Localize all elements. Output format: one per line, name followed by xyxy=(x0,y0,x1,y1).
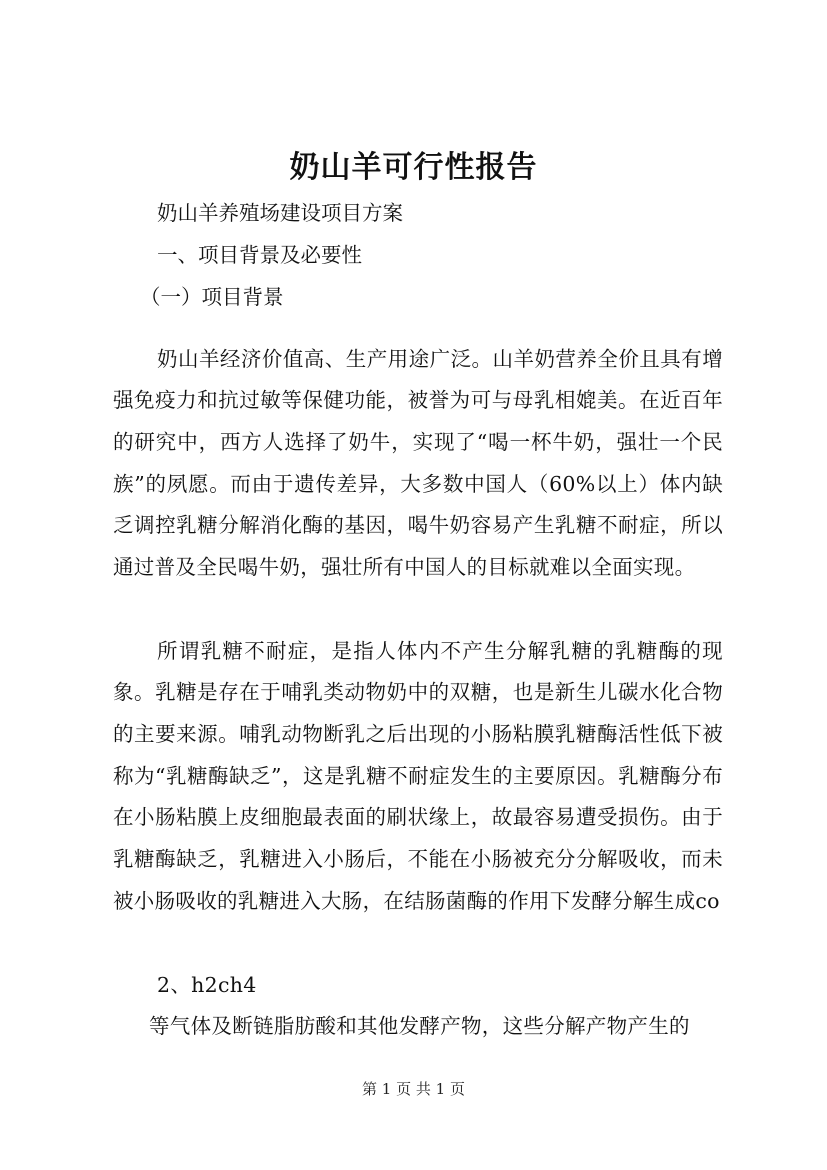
section-heading: 一、项目背景及必要性 xyxy=(157,243,362,267)
paragraph-background: 奶山羊经济价值高、生产用途广泛。山羊奶营养全价且具有增强免疫力和抗过敏等保健功能，被誉为可与母乳相媲美。在近百年的研究中，西方人选择了奶牛，实现了“喝一杯牛奶，强壮一个民族”的夙愿。而由于遗传差异，大多数中国人（60%以上）体内缺乏调控乳糖分解消化酶的基因，喝牛奶容易产生乳糖不耐症，所以通过普及全民喝牛奶，强壮所有中国人的目标就难以全面实现。 xyxy=(113,346,723,580)
document-title: 奶山羊可行性报告 xyxy=(289,150,538,185)
paragraph-gas-formula: 2、h2ch4 xyxy=(157,972,257,997)
page-number-footer: 第 1 页 共 1 页 xyxy=(362,1080,465,1098)
document-subtitle: 奶山羊养殖场建设项目方案 xyxy=(157,201,403,225)
subsection-heading: （一）项目背景 xyxy=(140,285,284,309)
paragraph-lactose-intolerance: 所谓乳糖不耐症，是指人体内不产生分解乳糖的乳糖酶的现象。乳糖是存在于哺乳类动物奶中的双糖，也是新生儿碳水化合物的主要来源。哺乳动物断乳之后出现的小肠粘膜乳糖酶活性低下被称为“乳糖酶缺乏”，这是乳糖不耐症发生的主要原因。乳糖酶分布在小肠粘膜上皮细胞最表面的刷状缘上，故最容易遭受损伤。由于乳糖酶缺乏，乳糖进入小肠后，不能在小肠被充分分解吸收，而未被小肠吸收的乳糖进入大肠，在结肠菌酶的作用下发酵分解生成co xyxy=(113,638,723,913)
paragraph-continuation: 等气体及断链脂肪酸和其他发酵产物，这些分解产物产生的 xyxy=(149,1013,690,1038)
